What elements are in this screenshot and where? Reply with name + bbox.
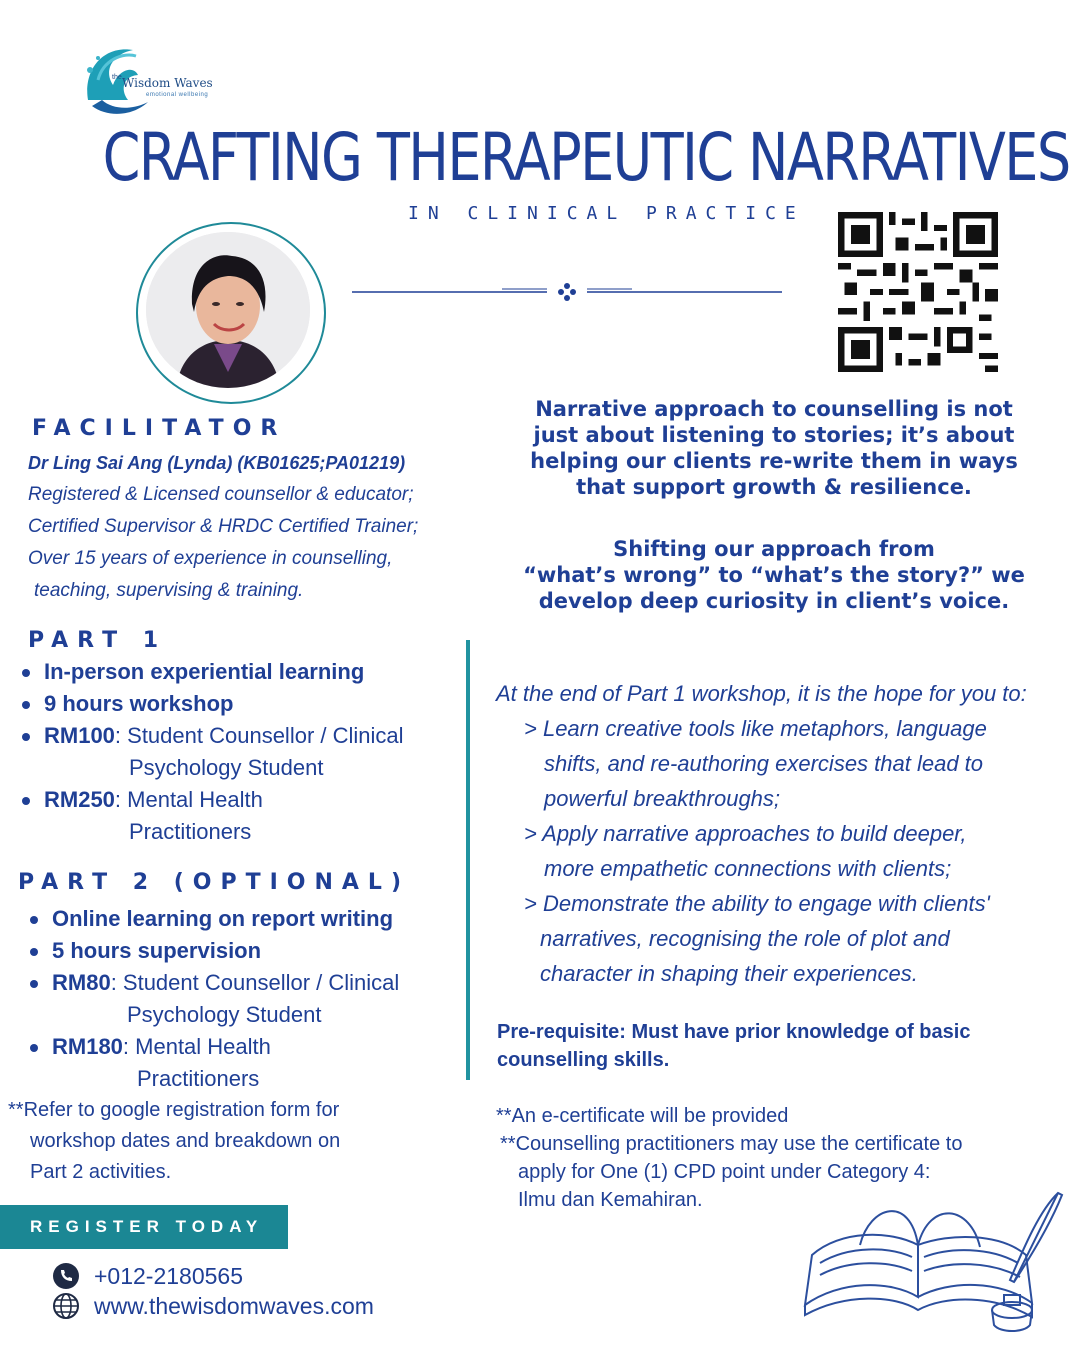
facilitator-photo: [146, 232, 310, 388]
book-quill-icon: [800, 1185, 1070, 1335]
part2-list: [28, 903, 468, 1095]
logo-prefix: the: [112, 74, 122, 81]
facilitator-line: Registered & Licensed counsellor & educator;: [28, 484, 414, 505]
facilitator-line: Over 15 years of experience in counselling,: [28, 548, 393, 569]
list-item: RM180: Mental Health Practitioners: [28, 1031, 468, 1095]
prerequisite: Pre-requisite: Must have prior knowledge of basic counselling skills.: [497, 1021, 971, 1071]
page-title: CRAFTING THERAPEUTIC NARRATIVES: [102, 119, 1070, 196]
page-subtitle: IN CLINICAL PRACTICE: [408, 203, 805, 224]
website-url: www.thewisdomwaves.com: [94, 1292, 374, 1319]
list-item: RM250: Mental Health Practitioners: [20, 784, 460, 848]
phone-number: +012-2180565: [94, 1262, 244, 1289]
phone-icon: [52, 1262, 80, 1290]
register-today-banner[interactable]: REGISTER TODAY: [0, 1205, 288, 1249]
logo-tagline: emotional wellbeing: [146, 92, 209, 98]
website-contact[interactable]: [52, 1292, 374, 1320]
qr-code[interactable]: [838, 212, 998, 372]
globe-icon: [52, 1292, 80, 1320]
phone-contact[interactable]: [52, 1262, 243, 1290]
facilitator-line: Certified Supervisor & HRDC Certified Trainer;: [28, 516, 419, 537]
logo-text: Wisdom Waves: [122, 76, 213, 90]
list-item: RM80: Student Counsellor / Clinical Psychology Student: [28, 967, 468, 1031]
facilitator-line: teaching, supervising & training.: [34, 580, 304, 601]
list-item: 9 hours workshop: [20, 688, 460, 720]
part2-heading: PART 2 (OPTIONAL): [18, 870, 411, 895]
list-item: RM100: Student Counsellor / Clinical Psychology Student: [20, 720, 460, 784]
list-item: Online learning on report writing: [28, 903, 468, 935]
registration-note: **Refer to google registration form for workshop dates and breakdown on Part 2 activities.: [8, 1099, 341, 1183]
intro-quote: Narrative approach to counselling is not just about listening to stories; it’s about helping our clients re-write them in ways that support growth & resilience.: [530, 397, 1018, 499]
list-item: In-person experiential learning: [20, 656, 460, 688]
list-item: 5 hours supervision: [28, 935, 468, 967]
certificate-note: **An e-certificate will be provided **Counselling practitioners may use the certificate to apply for One (1) CPD point under Category 4: Ilmu dan Kemahiran.: [496, 1105, 963, 1211]
ornament-divider: [352, 280, 782, 304]
part1-list: [20, 656, 460, 848]
facilitator-name: Dr Ling Sai Ang (Lynda) (KB01625;PA01219): [28, 453, 406, 473]
facilitator-heading: FACILITATOR: [32, 416, 287, 441]
column-divider: [466, 640, 470, 1080]
part1-heading: PART 1: [28, 628, 168, 653]
learning-goals: At the end of Part 1 workshop, it is the hope for you to: > Learn creative tools like metaphors, language shifts, and re-authoring exercises that lead to powerful breakthroughs; > Apply narrative approaches to build deeper, more empathetic connections with clients; > Demonstrate the ability to engage with clients' narratives, recognising the role of plot and character in shaping their experiences.: [496, 681, 1027, 986]
approach-quote: Shifting our approach from “what’s wrong” to “what’s the story?” we develop deep curiosity in client’s voice.: [523, 537, 1025, 613]
